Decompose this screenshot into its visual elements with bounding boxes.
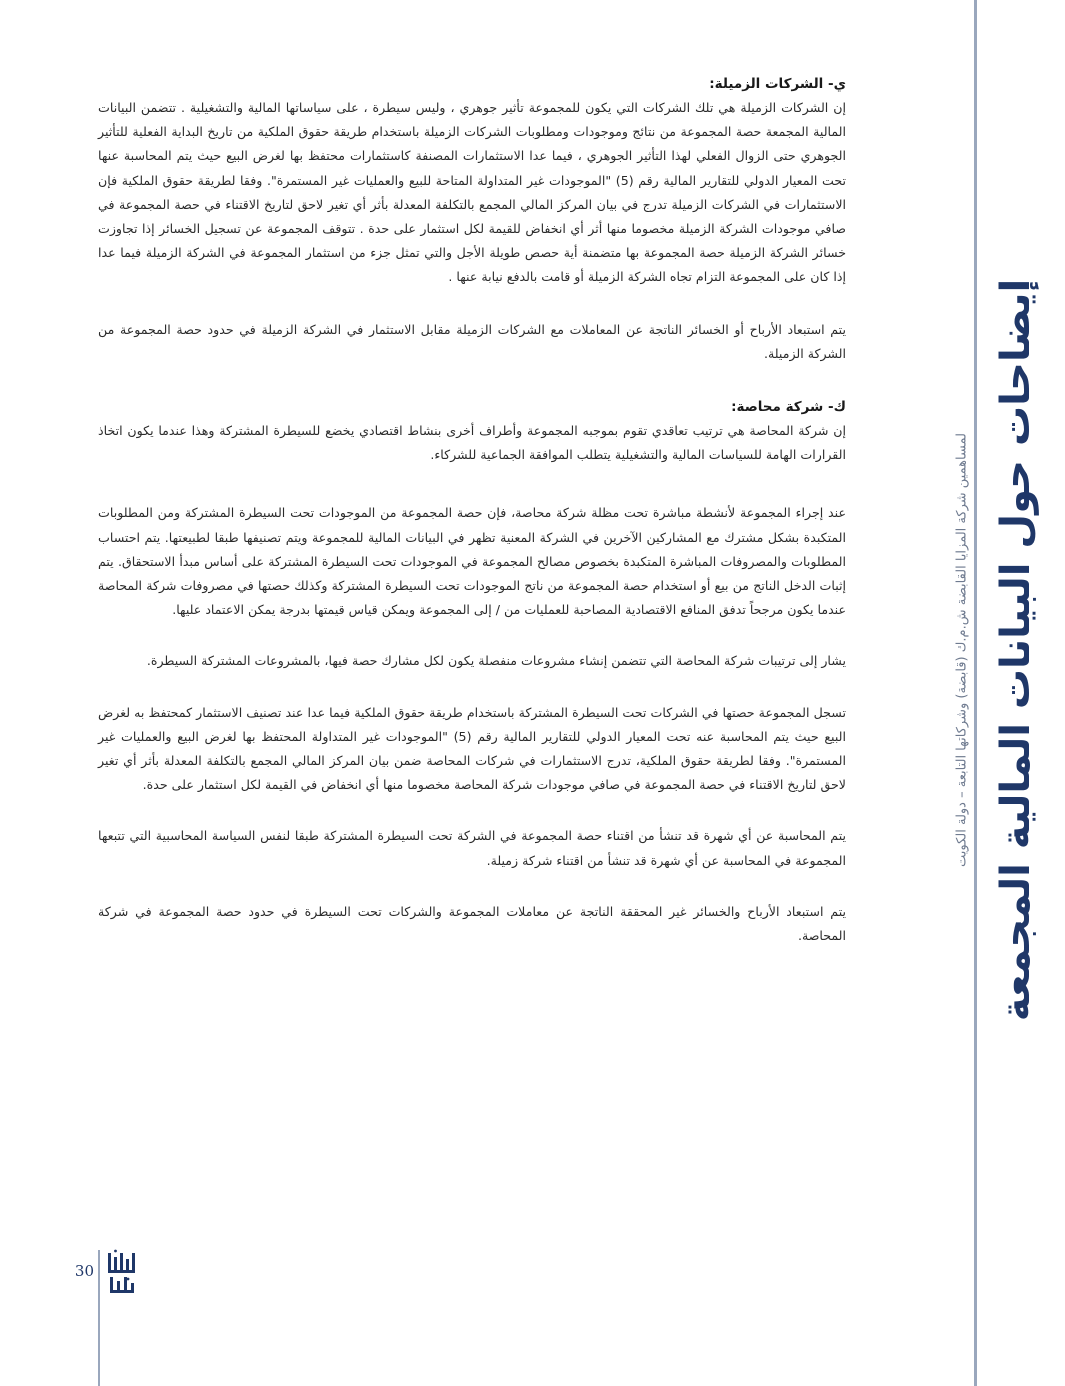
page-number: 30 bbox=[74, 1262, 94, 1280]
paragraph-associates-elimination: يتم استبعاد الأرباح أو الخسائر الناتجة عن المعاملات مع الشركات الزميلة مقابل الاستثمار في الشركة الزميلة في حدود حصة المجموعة من الشركة الزميلة. bbox=[98, 321, 846, 361]
paragraph-associates-definition: إن الشركات الزميلة هي تلك الشركات التي يكون للمجموعة تأثير جوهري ، وليس سيطرة ، على سياساتها المالية والتشغيلية . تتضمن البيانات المالية المجمعة حصة المجموعة من نتائج وموجودات ومطلوبات الشركات الزميلة باستخدام طريقة حقوق الملكية من تاريخ البداية الفعلية للتأثير الجوهري حتى الزوال الفعلي لهذا التأثير الجوهري ، فيما عدا الاستثمارات المصنفة كاستثمارات محتفظ بها لغرض البيع حيث يتم المحاسبة عنها تحت المعيار الدولي للتقارير المالية رقم (5) "الموجودات غير المتداولة المتاحة للبيع والعمليات غير المستمرة". وفقا لطريقة حقوق الملكية فإن الاستثمارات في الشركات الزميلة تدرج في بيان المركز المالي المجمع بالتكلفة المعدلة بأثر أي تغير لاحق لتاريخ الاقتناء في حصة المجموعة في صافي موجودات الشركة الزميلة مخصوما منها أثر أي انخفاض للقيمة لكل استثمار على حدة . تتوقف المجموعة عن تسجيل الخسائر إذا تجاوزت خسائر الشركة الزميلة حصة المجموعة بها متضمنة أية حصص طويلة الأجل والتي تمثل جزء من استثمار المجموعة في الشركة الزميلة فيما عدا إذا كان على المجموعة التزام تجاه الشركة الزميلة أو قامت بالدفع نيابة عنها . bbox=[98, 100, 846, 285]
paragraph-jv-equity-method: تسجل المجموعة حصتها في الشركات تحت السيطرة المشتركة باستخدام طريقة حقوق الملكية فيما عدا عند تصنيف الاستثمار كمحتفظ به لغرض البيع حيث يتم المحاسبة عنه تحت المعيار الدولي للتقارير المالية رقم (5) "الموجودات غير المتداولة المحتفظ بها لغرض البيع والعمليات غير المستمرة". وفقا لطريقة حقوق الملكية، تدرج الاستثمارات في شركات المحاصة ضمن بيان المركز المالي المجمع بالتكلفة المعدلة بأثر أي تغير لاحق لتاريخ الاقتناء في حصة المجموعة في صافي موجودات شركة المحاصة مخصوما منها أي انخفاض في القيمة لكل استثمار على حدة. bbox=[98, 704, 846, 793]
section-heading-associates: ي- الشركات الزميلة: bbox=[709, 76, 846, 92]
paragraph-jv-direct-activities: عند إجراء المجموعة لأنشطة مباشرة تحت مظلة شركة محاصة، فإن حصة المجموعة من الموجودات تحت السيطرة المشتركة ومن المطلوبات المتكبدة بشكل مشترك مع المشاركين الآخرين في الشركة المعنية تظهر في البيانات المالية للمجموعة ويتم تصنيفها طبقا لطبيعتها. يتم احتساب المطلوبات والمصروفات المباشرة المتكبدة بخصوص مصالح المجموعة في الموجودات تحت السيطرة المشتركة على أساس مبدأ الاستحقاق. يتم إثبات الدخل الناتج من بيع أو استخدام حصة المجموعة من ناتج الموجودات تحت السيطرة المشتركة وكذلك حصتها في مصروفات شركة المحاصة عندما يكون مرجحاً تدفق المنافع الاقتصادية المصاحبة للعمليات من / إلى المجموعة ويمكن قياس قيمتها بدرجة يمكن الاعتماد عليها. bbox=[98, 505, 846, 618]
paragraph-jv-definition: إن شركة المحاصة هي ترتيب تعاقدي تقوم بموجبه المجموعة وأطراف أخرى بنشاط اقتصادي يخضع للسيطرة المشتركة وهذا عندما يكون اتخاذ القرارات الهامة للسياسات المالية والتشغيلية يتطلب الموافقة الجماعية للشركاء. bbox=[98, 423, 846, 463]
section-heading-joint-venture: ك- شركة محاصة: bbox=[731, 399, 846, 416]
side-divider bbox=[974, 0, 977, 1386]
paragraph-jv-goodwill: يتم المحاسبة عن أي شهرة قد تنشأ من اقتناء حصة المجموعة في الشركة تحت السيطرة المشتركة طبقا لنفس السياسة المحاسبية التي تتبعها المجموعة في المحاسبة عن أي شهرة قد تنشأ من اقتناء شركة زميلة. bbox=[98, 828, 846, 868]
document-body bbox=[98, 72, 846, 948]
annual-report-logo-mark bbox=[104, 1249, 144, 1299]
paragraph-jv-arrangements: يشار إلى ترتيبات شركة المحاصة التي تتضمن إنشاء مشروعات منفصلة يكون لكل مشارك حصة فيها، بالمشروعات المشتركة السيطرة. bbox=[146, 653, 846, 669]
paragraph-jv-unrealized-gains: يتم استبعاد الأرباح والخسائر غير المحققة الناتجة عن معاملات المجموعة والشركات تحت السيطرة في حدود حصة المجموعة في شركة المحاصة. bbox=[98, 903, 846, 944]
annual-report-logo bbox=[104, 1249, 144, 1299]
side-title: إيضاحات حول البيانات المالية المجمعة bbox=[993, 278, 1039, 1022]
page-divider bbox=[98, 1250, 100, 1386]
side-subtitle: لمساهمين شركة المزايا القابضة ش.م.ك (قابضة) وشركاتها التابعة – دولة الكويت bbox=[954, 432, 970, 868]
